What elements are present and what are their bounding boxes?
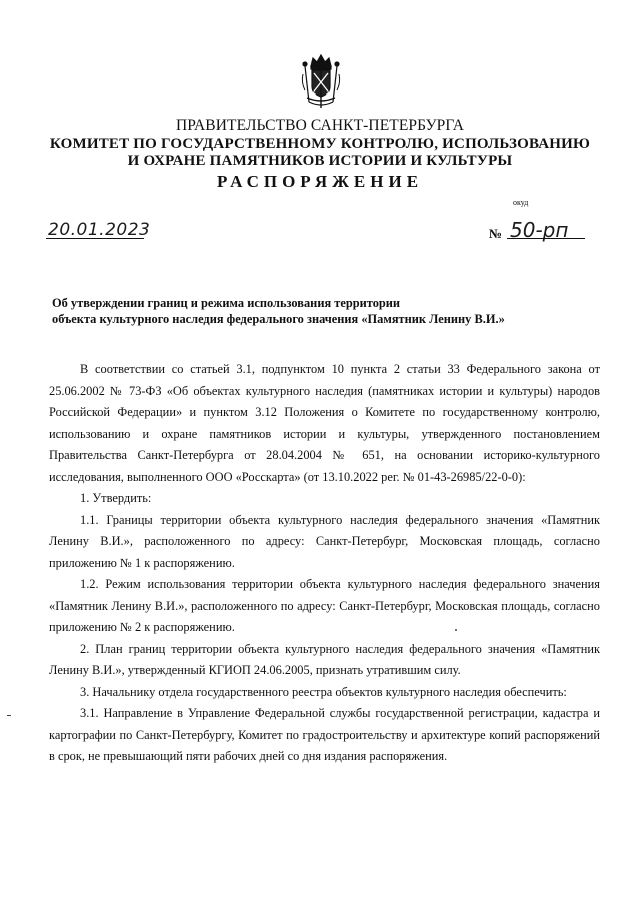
document-subject	[52, 295, 612, 327]
government-title: ПРАВИТЕЛЬСТВО САНКТ-ПЕТЕРБУРГА	[175, 117, 465, 134]
paragraph-1: 1. Утвердить:	[80, 491, 152, 505]
number-underline	[507, 238, 585, 239]
paragraph-1-2: 1.2. Режим использования территории объекта культурного наследия федерального значения «Памятник Ленину В.И.», расположенного по адресу: Санкт-Петербург, Московская площадь, согласно приложению № 2 к распоряжению.	[49, 577, 600, 634]
scan-speck	[7, 715, 11, 716]
document-body	[49, 359, 600, 768]
paragraph-2: 2. План границ территории объекта культурного наследия федерального значения «Памятник Ленину В.И.», утвержденный КГИОП 24.06.2005, признать утратившим силу.	[49, 641, 600, 677]
okud-label: окуд	[513, 198, 529, 207]
document-number: 50-рп	[510, 218, 569, 242]
paragraph-3: 3. Начальнику отдела государственного реестра объектов культурного наследия обеспечить:	[80, 684, 567, 699]
subject-line2: объекта культурного наследия федерального значения «Памятник Ленину В.И.»	[52, 312, 505, 326]
paragraph-3-1: 3.1. Направление в Управление Федеральной службы государственной регистрации, кадастра и картографии по Санкт-Петербургу, Комитет по градостроительству и архитектуре копий распоряжений в срок, не превышающий пяти рабочих дней со дня издания распоряжения.	[49, 706, 600, 763]
subject-line1: Об утверждении границ и режима использования территории	[52, 296, 401, 310]
paragraph-1-1: 1.1. Границы территории объекта культурного наследия федерального значения «Памятник Ленину В.И.», расположенного по адресу: Санкт-Петербург, Московская площадь, согласно приложению № 1 к распоряжению.	[49, 512, 600, 570]
saint-petersburg-coat-of-arms-icon	[299, 52, 343, 112]
committee-title-line2: И ОХРАНЕ ПАМЯТНИКОВ ИСТОРИИ И КУЛЬТУРЫ	[127, 153, 513, 169]
date-underline	[46, 238, 144, 239]
number-sign: №	[489, 226, 503, 241]
preamble-paragraph: В соответствии со статьей 3.1, подпунктом 10 пункта 2 статьи 33 Федерального закона от 25.06.2002 № 73-ФЗ «Об объектах культурного наследия (памятниках истории и культуры) народов Российской Федерации» и пунктом 3.12 Положения о Комитете по государственному контролю, использованию и охране памятников истории и культуры, утвержденного постановлением Правительства Санкт-Петербурга от 28.04.2004 № 651, на основании историко-культурного исследования, выполненного ООО «Росскарта» (от 13.10.2022 рег. № 01-43-26985/22-0-0):	[49, 362, 600, 484]
document-date: 20.01.2023	[48, 220, 151, 240]
scan-speck	[455, 629, 457, 631]
committee-title-line1: КОМИТЕТ ПО ГОСУДАРСТВЕННОМУ КОНТРОЛЮ, ИСПОЛЬЗОВАНИЮ	[49, 136, 591, 152]
document-type: РАСПОРЯЖЕНИЕ	[216, 172, 424, 191]
